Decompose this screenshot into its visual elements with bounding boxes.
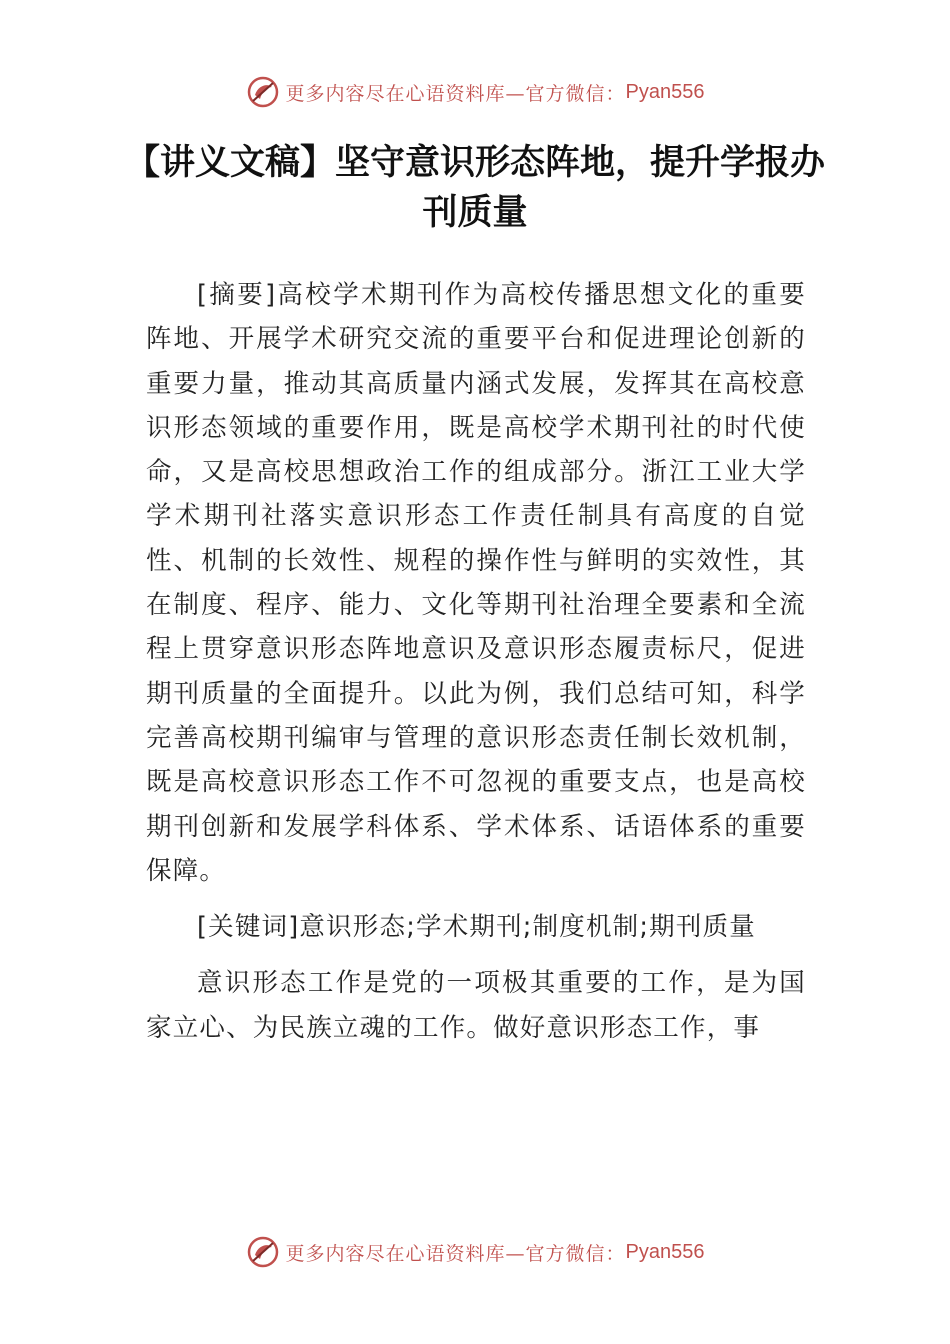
document-title: 【讲义文稿】坚守意识形态阵地，提升学报办刊质量 (124, 143, 825, 233)
keywords-paragraph: [关键词]意识形态;学术期刊;制度机制;期刊质量 (197, 912, 756, 943)
banner-text: 更多内容尽在心语资料库—官方微信： (285, 1242, 626, 1265)
body-paragraph: 意识形态工作是党的一项极其重要的工作，是为国家立心、为民族立魂的工作。做好意识形态工作，事 (146, 968, 806, 1043)
banner-wechat-id: Pyan556 (625, 80, 705, 103)
document-content (146, 273, 806, 1050)
abstract-paragraph: [摘要]高校学术期刊作为高校传播思想文化的重要阵地、开展学术研究交流的重要平台和促进理论创新的重要力量，推动其高质量内涵式发展，发挥其在高校意识形态领域的重要作用，既是高校学术期刊社的时代使命，又是高校思想政治工作的组成部分。浙江工业大学学术期刊社落实意识形态工作责任制具有高度的自觉性、机制的长效性、规程的操作性与鲜明的实效性，其在制度、程序、能力、文化等期刊社治理全要素和全流程上贯穿意识形态阵地意识及意识形态履责标尺，促进期刊质量的全面提升。以此为例，我们总结可知，科学完善高校期刊编审与管理的意识形态责任制长效机制，既是高校意识形态工作不可忽视的重要支点，也是高校期刊创新和发展学科体系、学术体系、话语体系的重要保障。 (146, 280, 806, 886)
footer-banner (0, 1232, 950, 1272)
header-banner (0, 72, 950, 112)
logo-icon (246, 1235, 280, 1269)
banner-wechat-id: Pyan556 (625, 1240, 705, 1263)
banner-text: 更多内容尽在心语资料库—官方微信： (285, 82, 626, 105)
logo-icon (246, 75, 280, 109)
